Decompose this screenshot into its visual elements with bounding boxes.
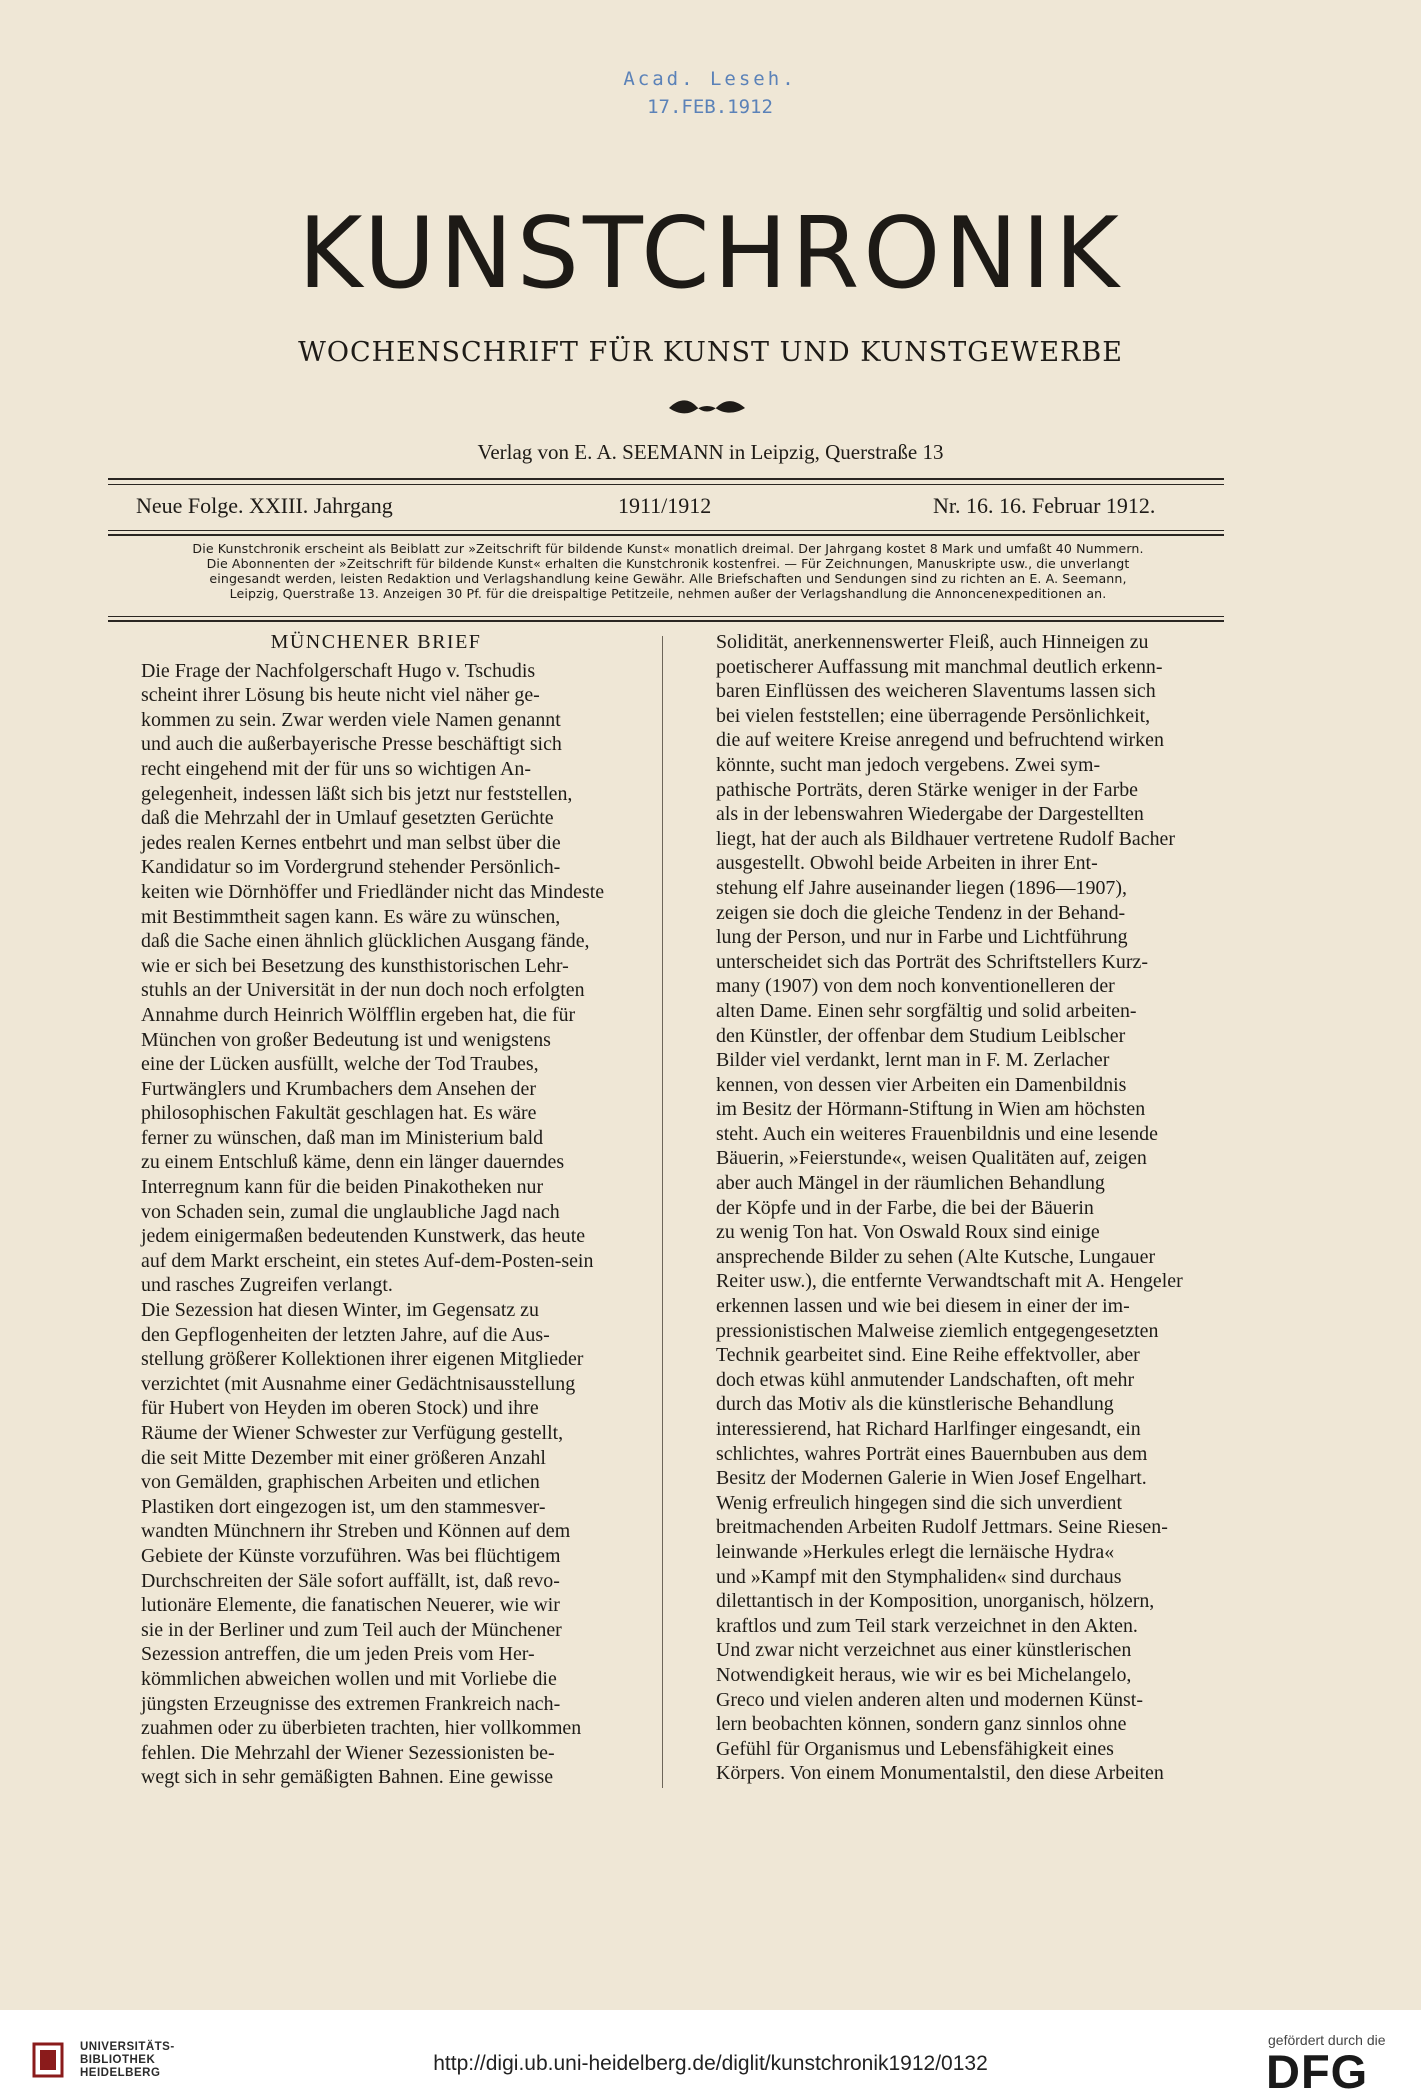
article-line: leinwande »Herkules erlegt die lernäische Hydra« — [716, 1540, 1115, 1563]
article-line: Kandidatur so im Vordergrund stehender Persönlich- — [141, 856, 561, 879]
middle-rule — [108, 530, 1224, 531]
article-line: jedes realen Kernes entbehrt und man selbst über die — [141, 831, 561, 854]
article-line: zeigen sie doch die gleiche Tendenz in der Behand- — [716, 901, 1126, 924]
article-line: aber auch Mängel in der räumlichen Behandlung — [716, 1172, 1105, 1195]
article-line: Räume der Wiener Schwester zur Verfügung gestellt, — [141, 1422, 564, 1444]
article-line: wandten Münchnern ihr Streben und Können auf dem — [141, 1520, 571, 1543]
article-line: Die Sezession hat diesen Winter, im Gegensatz zu — [141, 1299, 539, 1322]
article-line: gelegenheit, indessen läßt sich bis jetzt nur feststellen, — [141, 782, 573, 805]
article-line: steht. Auch ein weiteres Frauenbildnis und eine lesende — [716, 1122, 1158, 1145]
article-line: dilettantisch in der Komposition, unorganisch, hölzern, — [716, 1590, 1155, 1613]
article-line: Und zwar nicht verzeichnet aus einer künstlerischen — [716, 1639, 1132, 1662]
article-line: Plastiken dort eingezogen ist, um den stammesver- — [141, 1495, 546, 1518]
article-paragraph — [101, 1298, 651, 1790]
ornament-icon — [667, 396, 747, 418]
article-line: Solidität, anerkennenswerter Fleiß, auch Hinneigen zu — [716, 631, 1149, 653]
article-line: lutionäre Elemente, die fanatischen Neuerer, wie wir — [141, 1594, 560, 1617]
article-line: kömmlichen abweichen wollen und mit Vorliebe die — [141, 1667, 557, 1690]
column-divider — [662, 636, 663, 1788]
stamp-line-1: Acad. Leseh. — [623, 68, 797, 90]
article-line: Interregnum kann für die beiden Pinakotheken nur — [141, 1176, 544, 1199]
article-line: München von großer Bedeutung ist und wenigstens — [141, 1028, 551, 1051]
notice-rule-thick — [108, 620, 1224, 622]
article-line: liegt, hat der auch als Bildhauer vertretene Rudolf Bacher — [716, 827, 1175, 850]
article-line: many (1907) von dem noch konventionelleren der — [716, 975, 1115, 998]
article-line: wie er sich bei Besetzung des kunsthistorischen Lehr- — [141, 954, 569, 977]
dfg-logo: DFG — [1266, 2045, 1369, 2098]
article-line: jüngsten Erzeugnisse des extremen Frankreich nach- — [141, 1692, 561, 1715]
article-line: zu einem Entschluß käme, denn ein länger dauerndes — [141, 1151, 565, 1174]
article-paragraph — [676, 630, 1216, 1491]
article-line: philosophischen Fakultät geschlagen hat. Es wäre — [141, 1102, 537, 1125]
article-line: stellung größerer Kollektionen ihrer eigenen Mitglieder — [141, 1348, 584, 1371]
article-line: interessierend, hat Richard Harlfinger eingesandt, ein — [716, 1418, 1141, 1440]
article-line: Bilder viel verdankt, lernt man in F. M. Zerlacher — [716, 1049, 1110, 1072]
article-line: sie in der Berliner und zum Teil auch der Münchener — [141, 1618, 562, 1641]
article-line: Wenig erfreulich hingegen sind die sich unverdient — [716, 1491, 1123, 1514]
article-line: schlichtes, wahres Porträt eines Bauernbuben aus dem — [716, 1442, 1148, 1465]
funded-by-label: gefördert durch die — [1268, 2032, 1386, 2048]
masthead — [0, 197, 1421, 368]
article-paragraph — [676, 1491, 1216, 1786]
digital-url-link[interactable]: http://digi.ub.uni-heidelberg.de/diglit/kunstchronik1912/0132 — [433, 2052, 988, 2075]
article-line: kommen zu sein. Zwar werden viele Namen genannt — [141, 708, 561, 731]
library-stamp — [600, 68, 820, 118]
article-line: jedem einigermaßen bedeutenden Kunstwerk, das heute — [141, 1225, 586, 1248]
article-line: lern beobachten können, sondern ganz sinnlos ohne — [716, 1713, 1127, 1736]
article-line: Sezession antreffen, die um jeden Preis vom Her- — [141, 1643, 535, 1666]
article-column-right — [676, 630, 1216, 1786]
library-name-line: UNIVERSITÄTS- — [80, 2041, 175, 2053]
article-line: und »Kampf mit den Stymphaliden« sind durchaus — [716, 1565, 1122, 1588]
article-line: doch etwas kühl anmutender Landschaften, oft mehr — [716, 1368, 1135, 1391]
article-line: könnte, sucht man jedoch vergebens. Zwei sym- — [716, 753, 1101, 776]
middle-rule-thick — [108, 534, 1224, 536]
article-line: mit Bestimmtheit sagen kann. Es wäre zu wünschen, — [141, 905, 561, 928]
article-line: verzichtet (mit Ausnahme einer Gedächtnisausstellung — [141, 1372, 576, 1395]
article-line: ausgestellt. Obwohl beide Arbeiten in ihrer Ent- — [716, 852, 1098, 875]
notice-line: eingesandt werden, leisten Redaktion und Verlagshandlung keine Gewähr. Alle Briefschaften und Sendungen sind zu richten an E. A. Seemann, — [209, 571, 1127, 586]
article-line: kraftlos und zum Teil stark verzeichnet in den Akten. — [716, 1614, 1138, 1637]
article-line: fehlen. Die Mehrzahl der Wiener Sezessionisten be- — [141, 1741, 555, 1764]
notice-line: Leipzig, Querstraße 13. Anzeigen 30 Pf. für die dreispaltige Petitzeile, nehmen außer der Verlagshandlung die Annoncenexpeditionen an. — [229, 586, 1107, 601]
article-line: Körpers. Von einem Monumentalstil, den diese Arbeiten — [716, 1762, 1164, 1785]
journal-title: KUNSTCHRONIK — [298, 197, 1123, 311]
top-rule-thin — [108, 484, 1224, 485]
article-line: zu wenig Ton hat. Von Oswald Roux sind einige — [716, 1221, 1100, 1244]
article-line: die auf weitere Kreise anregend und befruchtend wirken — [716, 729, 1164, 752]
article-line: Reiter usw.), die entfernte Verwandtschaft mit A. Hengeler — [716, 1270, 1183, 1293]
article-line: pathische Porträts, deren Stärke weniger in der Farbe — [716, 778, 1138, 801]
article-line: den Gepflogenheiten der letzten Jahre, auf die Aus- — [141, 1323, 550, 1346]
top-rule — [108, 478, 1224, 480]
article-column-left — [101, 630, 651, 1790]
article-line: bei vielen feststellen; eine überragende Persönlichkeit, — [716, 704, 1151, 727]
article-line: unterscheidet sich das Porträt des Schriftstellers Kurz- — [716, 950, 1148, 973]
article-heading: MÜNCHENER BRIEF — [270, 631, 482, 653]
article-line: von Schaden sein, zumal die unglaubliche Jagd nach — [141, 1200, 560, 1223]
article-line: die seit Mitte Dezember mit einer größeren Anzahl — [141, 1446, 546, 1469]
issue-number: Nr. 16. 16. Februar 1912. — [933, 493, 1156, 518]
issue-line — [136, 493, 1196, 527]
article-line: alten Dame. Einen sehr sorgfältig und solid arbeiten- — [716, 999, 1137, 1022]
article-line: Greco und vielen anderen alten und modernen Künst- — [716, 1688, 1143, 1711]
article-line: und auch die außerbayerische Presse beschäftigt sich — [141, 733, 562, 756]
library-name-line: BIBLIOTHEK — [80, 2054, 156, 2066]
article-line: recht eingehend mit der für uns so wichtigen An- — [141, 757, 531, 780]
article-line: Annahme durch Heinrich Wölfflin ergeben hat, die für — [141, 1003, 576, 1026]
notice-rule — [108, 616, 1224, 617]
article-line: Furtwänglers und Krumbachers dem Ansehen der — [141, 1077, 536, 1100]
article-line: pressionistischen Malweise ziemlich entgegengesetzten — [716, 1319, 1159, 1342]
article-line: keiten wie Dörnhöffer und Friedländer nicht das Mindeste — [141, 880, 605, 903]
article-line: kennen, von dessen vier Arbeiten ein Damenbildnis — [716, 1073, 1127, 1096]
library-name-line: HEIDELBERG — [80, 2067, 161, 2079]
article-line: den Künstler, der offenbar dem Studium Leiblscher — [716, 1024, 1126, 1047]
article-line: Durchschreiten der Säle sofort auffällt, ist, daß revo- — [141, 1569, 560, 1592]
article-line: zuahmen oder zu überbieten trachten, hier vollkommen — [141, 1717, 582, 1740]
article-line: ferner zu wünschen, daß man im Ministerium bald — [141, 1126, 544, 1149]
article-line: baren Einflüssen des weicheren Slaventums lassen sich — [716, 680, 1156, 703]
article-line: Besitz der Modernen Galerie in Wien Josef Engelhart. — [716, 1467, 1147, 1490]
article-line: durch das Motiv als die künstlerische Behandlung — [716, 1393, 1114, 1416]
article-line: Die Frage der Nachfolgerschaft Hugo v. Tschudis — [141, 659, 536, 682]
article-line: scheint ihrer Lösung bis heute nicht viel näher ge- — [141, 684, 540, 707]
article-line: Gefühl für Organismus und Lebensfähigkeit eines — [716, 1737, 1114, 1760]
article-line: Technik gearbeitet sind. Eine Reihe effektvoller, aber — [716, 1344, 1140, 1367]
article-line: Gebiete der Künste vorzuführen. Was bei flüchtigem — [141, 1544, 561, 1567]
article-line: auf dem Markt erscheint, ein stetes Auf-dem-Posten-sein — [141, 1249, 594, 1272]
article-line: und rasches Zugreifen verlangt. — [141, 1274, 393, 1297]
article-line: ansprechende Bilder zu sehen (Alte Kutsche, Lungauer — [716, 1245, 1156, 1268]
subscription-notice — [110, 541, 1226, 601]
notice-line: Die Abonnenten der »Zeitschrift für bildende Kunst« erhalten die Kunstchronik kostenfrei. — Für Zeichnungen, Manuskripte usw., die unverlangt — [206, 556, 1130, 571]
stamp-date: 17.FEB.1912 — [647, 96, 773, 118]
article-line: daß die Sache einen ähnlich glücklichen Ausgang fände, — [141, 930, 590, 953]
article-line: lung der Person, und nur in Farbe und Lichtführung — [716, 926, 1128, 949]
volume-label: Neue Folge. XXIII. Jahrgang — [136, 493, 393, 518]
article-line: der Köpfe und in der Farbe, die bei der Bäuerin — [716, 1196, 1094, 1219]
journal-subtitle: WOCHENSCHRIFT FÜR KUNST UND KUNSTGEWERBE — [298, 337, 1123, 368]
article-paragraph — [101, 659, 651, 1298]
article-line: stuhls an der Universität in der nun doch noch erfolgten — [141, 979, 585, 1002]
article-line: daß die Mehrzahl der in Umlauf gesetzten Gerüchte — [141, 807, 554, 830]
article-line: im Besitz der Hörmann-Stiftung in Wien am höchsten — [716, 1098, 1146, 1121]
article-line: Bäuerin, »Feierstunde«, weisen Qualitäten auf, zeigen — [716, 1147, 1147, 1170]
article-line: für Hubert von Heyden im oberen Stock) und ihre — [141, 1397, 539, 1420]
publisher-line: Verlag von E. A. SEEMANN in Leipzig, Querstraße 13 — [477, 440, 944, 464]
article-line: breitmachenden Arbeiten Rudolf Jettmars. Seine Riesen- — [716, 1516, 1168, 1539]
year-label: 1911/1912 — [618, 493, 712, 518]
notice-line: Die Kunstchronik erscheint als Beiblatt zur »Zeitschrift für bildende Kunst« monatlich dreimal. Der Jahrgang kostet 8 Mark und umfaßt 40 Nummern. — [192, 541, 1144, 556]
article-line: Notwendigkeit heraus, wie wir es bei Michelangelo, — [716, 1663, 1132, 1686]
article-line: erkennen lassen und wie bei diesem in einer der im- — [716, 1295, 1130, 1318]
article-line: als in der lebenswahren Wiedergabe der Dargestellten — [716, 803, 1144, 826]
article-line: von Gemälden, graphischen Arbeiten und etlichen — [141, 1471, 540, 1494]
article-line: wegt sich in sehr gemäßigten Bahnen. Eine gewisse — [141, 1766, 554, 1789]
article-line: eine der Lücken ausfüllt, welche der Tod Traubes, — [141, 1053, 539, 1076]
article-line: poetischerer Auffassung mit manchmal deutlich erkenn- — [716, 655, 1163, 678]
article-line: stehung elf Jahre auseinander liegen (1896—1907), — [716, 876, 1127, 899]
footer-bar — [0, 2010, 1421, 2098]
